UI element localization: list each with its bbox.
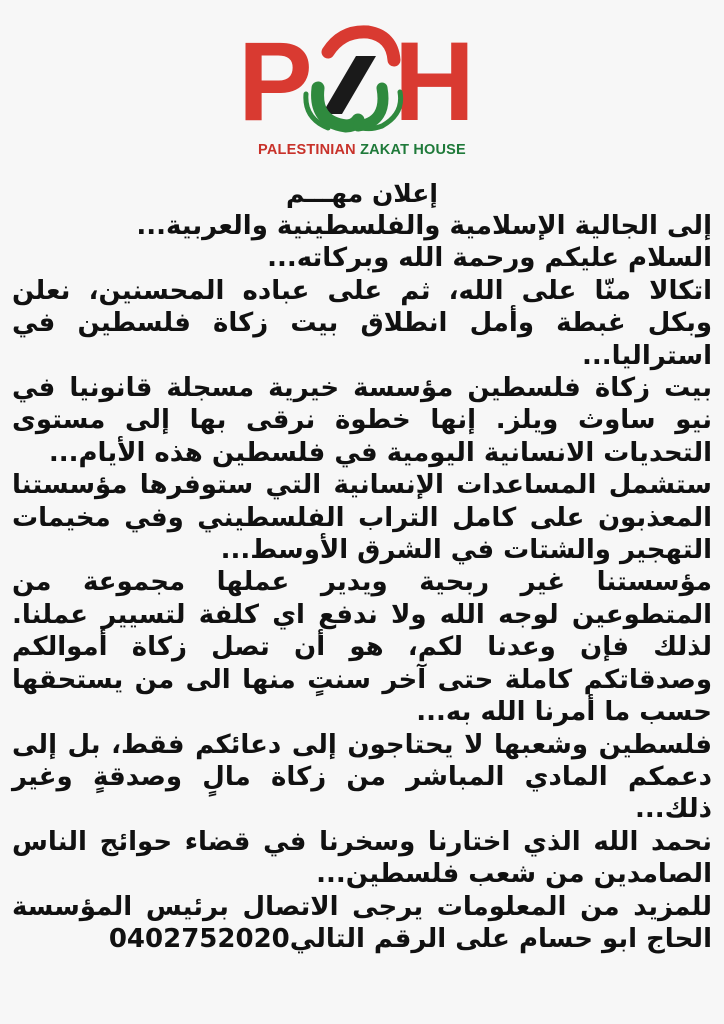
contact-paragraph xyxy=(12,891,712,956)
announcement-paragraph: فلسطين وشعبها لا يحتاجون إلى دعائكم فقط، بل إلى دعمكم المادي المباشر من زكاة مالٍ وصدقةٍ وغير ذلك... xyxy=(12,729,712,825)
announcement-paragraph: السلام عليكم ورحمة الله وبركاته... xyxy=(267,243,712,274)
announcement-title: إعلان مهـــم xyxy=(286,179,438,208)
contact-phone-number: 0402752020 xyxy=(108,923,290,954)
announcement-paragraph: مؤسستنا غير ربحية ويدير عملها مجموعة من المتطوعين لوجه الله ولا ندفع اي كلفة لتسيير عملنا. لذلك فإن وعدنا لكم، هو أن تصل زكاة أموالكم وصدقاتكم كاملة حتى آخر سنتٍ منها الى من يستحقها حسب ما أمرنا الله به... xyxy=(12,567,712,728)
logo-letter-h: H xyxy=(394,22,475,140)
palestinian-zakat-house-logo-icon xyxy=(232,22,492,140)
logo-caption xyxy=(232,142,492,158)
contact-text: للمزيد من المعلومات يرجى الاتصال برئيس المؤسسة الحاج ابو حسام على الرقم التالي xyxy=(12,891,712,954)
zakat-hands-emblem-icon xyxy=(306,32,401,129)
announcement-paragraph: بيت زكاة فلسطين مؤسسة خيرية مسجلة قانونيا في نيو ساوث ويلز. إنها خطوة نرقى بها إلى مستوى التحديات الانسانية اليومية في فلسطين هذه الأيام... xyxy=(12,373,712,468)
logo-caption-palestinian: PALESTINIAN xyxy=(258,142,356,158)
announcement-paragraph: إلى الجالية الإسلامية والفلسطينية والعربية... xyxy=(136,211,712,241)
announcement-body xyxy=(12,210,712,955)
announcement-paragraph: نحمد الله الذي اختارنا وسخرنا في قضاء حوائج الناس الصامدين من شعب فلسطين... xyxy=(12,826,712,890)
logo xyxy=(232,22,492,172)
announcement-paragraph: ستشمل المساعدات الإنسانية التي ستوفرها مؤسستنا المعذبون على كامل التراب الفلسطيني وفي مخيمات التهجير والشتات في الشرق الأوسط... xyxy=(12,470,712,566)
logo-letter-p: P xyxy=(238,22,313,140)
announcement-paragraph: اتكالا منّا على الله، ثم على عباده المحسنين، نعلن وبكل غبطة وأمل انطلاق بيت زكاة فلسطين في استراليا... xyxy=(12,275,712,371)
logo-caption-zakat-house: ZAKAT HOUSE xyxy=(360,142,466,158)
